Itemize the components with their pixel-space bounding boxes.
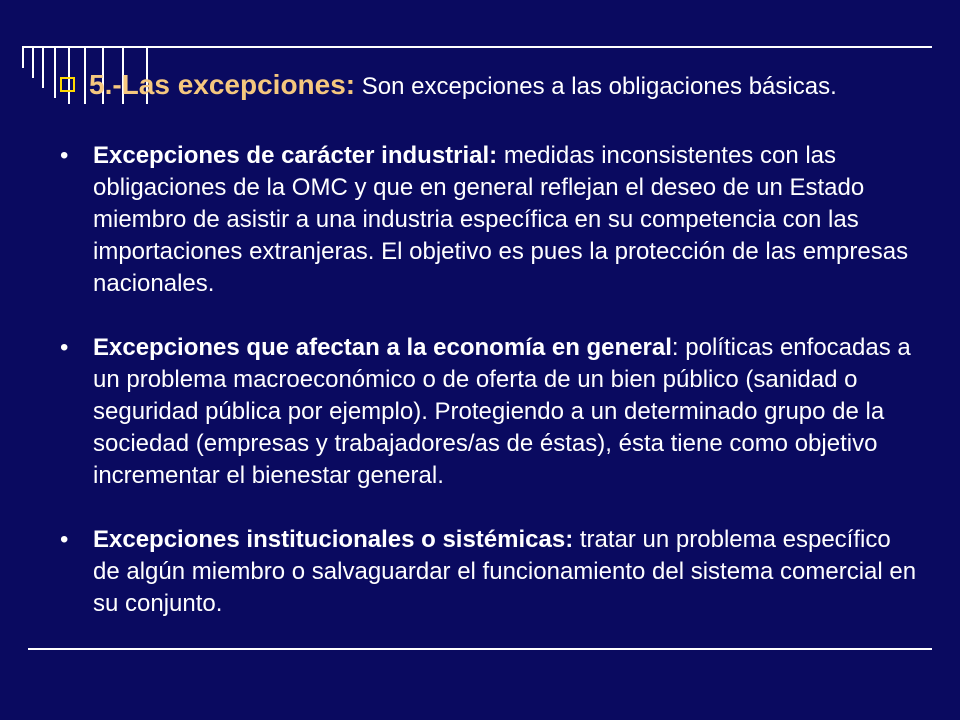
- bullet-item: [60, 140, 920, 300]
- bullet-text: : políticas enfocadas a un problema macroeconómico o de oferta de un bien público (sanidad o seguridad pública por ejemplo). Protegiendo a un determinado grupo de la sociedad (empresas y trabajadores/as de éstas), ésta tiene como objetivo incrementar el bienestar general.: [93, 334, 911, 489]
- bullet-text: tratar un problema específico de algún miembro o salvaguardar el funcionamiento del sistema comercial en su conjunto.: [93, 526, 917, 617]
- decorative-bar: [32, 46, 34, 78]
- slide-heading: [60, 68, 920, 104]
- decorative-bar: [22, 46, 24, 68]
- bullet-dot-icon: •: [60, 526, 69, 553]
- bullet-item: [60, 332, 920, 492]
- bullet-item: [60, 524, 920, 620]
- bullet-list: [60, 140, 920, 652]
- bullet-dot-icon: •: [60, 142, 69, 169]
- decorative-bar: [54, 46, 56, 98]
- bullet-lead: Excepciones institucionales o sistémicas:: [93, 526, 574, 553]
- bottom-rule: [28, 648, 932, 650]
- heading-text: Son excepciones a las obligaciones básicas.: [355, 73, 837, 100]
- bullet-text: medidas inconsistentes con las obligaciones de la OMC y que en general reflejan el deseo de un Estado miembro de asistir a una industria específica en su competencia con las importaciones extranjeras. El objetivo es pues la protección de las empresas nacionales.: [93, 142, 909, 297]
- bullet-dot-icon: •: [60, 334, 69, 361]
- bullet-lead: Excepciones de carácter industrial:: [93, 142, 498, 169]
- heading-title: 5.-Las excepciones:: [89, 69, 356, 100]
- bullet-lead: Excepciones que afectan a la economía en general: [93, 334, 672, 361]
- square-bullet-icon: [60, 77, 75, 92]
- decorative-bar: [42, 46, 44, 88]
